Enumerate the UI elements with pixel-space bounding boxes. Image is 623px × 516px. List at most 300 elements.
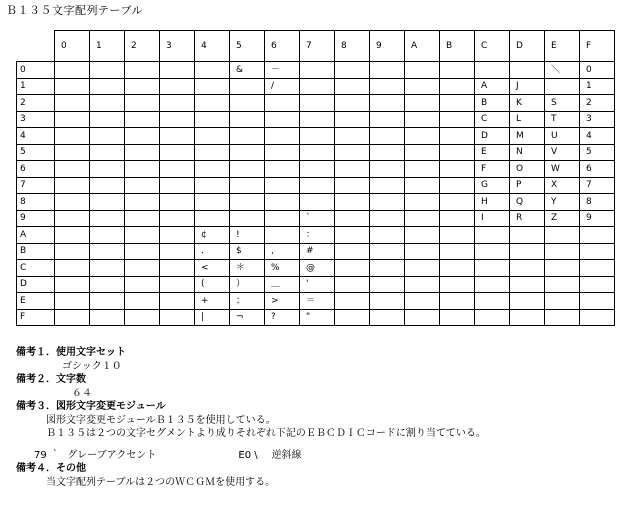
table-cell — [125, 293, 160, 310]
table-cell — [125, 309, 160, 326]
table-row — [17, 144, 615, 161]
table-cell: P — [510, 177, 545, 194]
table-cell: 3 — [580, 111, 615, 128]
table-row — [17, 177, 615, 194]
table-cell — [545, 78, 580, 95]
table-cell — [55, 243, 90, 260]
table-cell — [335, 144, 370, 161]
table-cell: H — [475, 194, 510, 211]
table-row — [17, 194, 615, 211]
table-cell: G — [475, 177, 510, 194]
note-3-body-1: 図形文字変更モジュールＢ１３５を使用している。 — [46, 414, 276, 426]
table-cell — [510, 260, 545, 277]
table-cell: M — [510, 128, 545, 145]
table-cell — [405, 309, 440, 326]
table-row — [17, 161, 615, 178]
table-cell — [90, 293, 125, 310]
table-cell: < — [195, 260, 230, 277]
table-cell — [545, 260, 580, 277]
table-cell — [440, 95, 475, 112]
table-cell: Q — [510, 194, 545, 211]
table-cell — [440, 293, 475, 310]
table-cell: ( — [195, 276, 230, 293]
table-cell — [405, 111, 440, 128]
char-2-code: E0 \ — [238, 449, 258, 461]
table-cell — [125, 210, 160, 227]
segment-assignment-line — [16, 449, 486, 463]
table-cell — [405, 260, 440, 277]
table-cell — [405, 144, 440, 161]
table-cell: F — [475, 161, 510, 178]
row-header: E — [17, 293, 55, 310]
table-cell — [90, 78, 125, 95]
table-cell: R — [510, 210, 545, 227]
table-cell — [55, 62, 90, 79]
table-cell — [440, 144, 475, 161]
table-cell — [405, 128, 440, 145]
table-cell — [55, 161, 90, 178]
table-cell — [370, 111, 405, 128]
table-cell — [335, 111, 370, 128]
char-1-name: グレーブアクセント — [67, 449, 157, 461]
table-cell: 7 — [580, 177, 615, 194]
table-cell — [90, 210, 125, 227]
table-cell — [265, 161, 300, 178]
table-cell — [230, 144, 265, 161]
table-cell — [90, 95, 125, 112]
table-cell: A — [475, 78, 510, 95]
table-cell: Y — [545, 194, 580, 211]
table-row — [17, 293, 615, 310]
table-cell — [370, 260, 405, 277]
table-cell: # — [300, 243, 335, 260]
table-cell — [440, 161, 475, 178]
table-cell: － — [265, 62, 300, 79]
table-cell — [55, 95, 90, 112]
table-cell: 5 — [580, 144, 615, 161]
table-cell — [55, 309, 90, 326]
table-row — [17, 78, 615, 95]
table-cell — [300, 78, 335, 95]
table-cell — [370, 62, 405, 79]
table-cell — [440, 260, 475, 277]
table-cell — [335, 194, 370, 211]
table-cell — [300, 161, 335, 178]
table-cell — [195, 111, 230, 128]
table-cell: ： — [300, 227, 335, 244]
table-cell: U — [545, 128, 580, 145]
table-cell — [160, 194, 195, 211]
table-cell — [405, 227, 440, 244]
note-1-heading: 備考１．使用文字セット — [16, 347, 126, 358]
table-cell — [405, 243, 440, 260]
table-row — [17, 95, 615, 112]
table-cell — [160, 260, 195, 277]
table-cell: ； — [230, 293, 265, 310]
table-cell — [125, 276, 160, 293]
column-header: 1 — [90, 31, 125, 62]
table-cell — [125, 62, 160, 79]
table-cell: J — [510, 78, 545, 95]
table-cell — [405, 194, 440, 211]
table-cell — [90, 128, 125, 145]
table-cell — [405, 62, 440, 79]
column-header: 8 — [335, 31, 370, 62]
table-cell — [370, 210, 405, 227]
table-cell — [195, 177, 230, 194]
table-cell — [370, 95, 405, 112]
column-header: 5 — [230, 31, 265, 62]
row-header: 0 — [17, 62, 55, 79]
table-cell — [125, 128, 160, 145]
table-cell — [55, 194, 90, 211]
column-header: 3 — [160, 31, 195, 62]
table-cell — [370, 276, 405, 293]
table-cell — [55, 276, 90, 293]
table-cell — [580, 227, 615, 244]
table-row — [17, 111, 615, 128]
table-cell — [510, 276, 545, 293]
table-row — [17, 309, 615, 326]
table-cell — [90, 177, 125, 194]
table-cell — [265, 177, 300, 194]
table-row — [17, 276, 615, 293]
table-cell: " — [300, 309, 335, 326]
table-cell: ， — [265, 243, 300, 260]
note-2-heading: 備考２．文字数 — [16, 374, 86, 385]
column-header: E — [545, 31, 580, 62]
table-cell — [545, 243, 580, 260]
table-cell — [510, 62, 545, 79]
table-cell — [335, 276, 370, 293]
table-cell: ' — [300, 276, 335, 293]
table-cell: ¢ — [195, 227, 230, 244]
table-cell: Z — [545, 210, 580, 227]
table-row — [17, 128, 615, 145]
table-cell — [335, 161, 370, 178]
table-cell — [125, 95, 160, 112]
table-cell: 2 — [580, 95, 615, 112]
table-cell — [510, 309, 545, 326]
table-cell — [90, 194, 125, 211]
table-cell: E — [475, 144, 510, 161]
table-cell: ＊ — [230, 260, 265, 277]
table-cell — [440, 276, 475, 293]
table-cell — [580, 243, 615, 260]
column-header: A — [405, 31, 440, 62]
table-cell — [55, 177, 90, 194]
table-cell — [440, 78, 475, 95]
table-cell — [335, 293, 370, 310]
table-cell — [90, 62, 125, 79]
table-cell — [90, 144, 125, 161]
table-cell — [230, 78, 265, 95]
table-cell: $ — [230, 243, 265, 260]
table-cell — [160, 276, 195, 293]
row-header: F — [17, 309, 55, 326]
table-cell — [230, 95, 265, 112]
table-cell: N — [510, 144, 545, 161]
table-cell — [335, 210, 370, 227]
table-cell — [160, 227, 195, 244]
table-cell: I — [475, 210, 510, 227]
note-3-body-2: Ｂ１３５は２つの文字セグメントより成りそれぞれ下記のＥＢＣＤＩＣコードに割り当てている。 — [46, 428, 486, 439]
table-cell — [90, 276, 125, 293]
table-cell — [405, 177, 440, 194]
table-cell: D — [475, 128, 510, 145]
table-cell — [475, 260, 510, 277]
table-cell — [90, 243, 125, 260]
table-cell — [440, 62, 475, 79]
column-header: F — [580, 31, 615, 62]
row-header: 8 — [17, 194, 55, 211]
table-cell: S — [545, 95, 580, 112]
table-cell: 9 — [580, 210, 615, 227]
table-cell — [475, 293, 510, 310]
table-cell: + — [195, 293, 230, 310]
row-header: 6 — [17, 161, 55, 178]
table-row — [17, 210, 615, 227]
table-cell — [265, 128, 300, 145]
table-cell — [125, 177, 160, 194]
table-cell — [90, 309, 125, 326]
table-cell — [545, 227, 580, 244]
table-cell — [160, 95, 195, 112]
table-cell — [55, 293, 90, 310]
table-cell — [440, 128, 475, 145]
table-cell — [300, 177, 335, 194]
note-3-heading: 備考３．図形文字変更モジュール — [16, 401, 166, 412]
table-cell — [370, 293, 405, 310]
table-cell — [545, 309, 580, 326]
table-row — [17, 62, 615, 79]
table-cell — [265, 144, 300, 161]
table-cell: ＝ — [300, 293, 335, 310]
table-cell: ＿ — [265, 276, 300, 293]
column-header-row — [17, 31, 615, 62]
column-header: 6 — [265, 31, 300, 62]
notes-section — [16, 346, 486, 489]
table-cell — [300, 128, 335, 145]
table-cell: ! — [230, 227, 265, 244]
table-cell — [160, 210, 195, 227]
table-cell — [335, 128, 370, 145]
row-header: 1 — [17, 78, 55, 95]
table-cell — [335, 95, 370, 112]
table-cell — [230, 161, 265, 178]
note-4-heading: 備考４．その他 — [16, 463, 86, 474]
table-cell — [405, 210, 440, 227]
table-cell — [125, 260, 160, 277]
row-header: A — [17, 227, 55, 244]
row-header: 5 — [17, 144, 55, 161]
table-cell — [195, 210, 230, 227]
note-4-body: 当文字配列テーブルは２つのＷＣＧＭを使用する。 — [46, 476, 276, 488]
row-header: D — [17, 276, 55, 293]
table-cell — [160, 293, 195, 310]
table-cell: 4 — [580, 128, 615, 145]
table-cell — [265, 194, 300, 211]
table-cell — [405, 276, 440, 293]
row-header: 3 — [17, 111, 55, 128]
table-cell — [335, 309, 370, 326]
column-header: 0 — [55, 31, 90, 62]
table-cell — [405, 293, 440, 310]
table-cell — [160, 243, 195, 260]
table-cell — [335, 243, 370, 260]
table-cell — [230, 194, 265, 211]
table-cell — [230, 128, 265, 145]
table-cell: 8 — [580, 194, 615, 211]
table-cell — [90, 161, 125, 178]
table-cell — [160, 128, 195, 145]
table-cell — [55, 260, 90, 277]
table-row — [17, 260, 615, 277]
table-cell — [440, 227, 475, 244]
row-header: C — [17, 260, 55, 277]
table-cell: @ — [300, 260, 335, 277]
table-cell — [55, 128, 90, 145]
table-cell: 0 — [580, 62, 615, 79]
table-cell — [55, 111, 90, 128]
column-header: C — [475, 31, 510, 62]
table-cell — [265, 111, 300, 128]
table-cell: & — [230, 62, 265, 79]
table-cell — [475, 243, 510, 260]
table-cell: K — [510, 95, 545, 112]
column-header: B — [440, 31, 475, 62]
table-cell — [335, 78, 370, 95]
table-cell — [475, 62, 510, 79]
table-cell — [125, 227, 160, 244]
table-cell — [335, 227, 370, 244]
table-cell — [230, 210, 265, 227]
row-header: B — [17, 243, 55, 260]
table-cell — [405, 161, 440, 178]
column-header: D — [510, 31, 545, 62]
table-cell — [335, 177, 370, 194]
table-cell — [370, 161, 405, 178]
table-cell — [370, 78, 405, 95]
table-cell: ¬ — [230, 309, 265, 326]
table-cell — [125, 161, 160, 178]
table-cell: W — [545, 161, 580, 178]
table-cell: X — [545, 177, 580, 194]
table-row — [17, 227, 615, 244]
table-cell — [545, 293, 580, 310]
table-cell — [580, 293, 615, 310]
table-cell — [195, 128, 230, 145]
table-cell: V — [545, 144, 580, 161]
table-cell — [55, 227, 90, 244]
table-cell — [125, 111, 160, 128]
table-cell — [160, 111, 195, 128]
column-header: 2 — [125, 31, 160, 62]
note-2-body: ６４ — [72, 387, 92, 399]
table-cell — [265, 210, 300, 227]
table-cell — [440, 243, 475, 260]
table-cell: ． — [195, 243, 230, 260]
table-cell: > — [265, 293, 300, 310]
column-header: 9 — [370, 31, 405, 62]
row-header: 7 — [17, 177, 55, 194]
table-cell: 1 — [580, 78, 615, 95]
table-cell — [195, 161, 230, 178]
table-cell — [300, 111, 335, 128]
table-cell — [370, 177, 405, 194]
table-body — [17, 62, 615, 326]
table-cell — [370, 243, 405, 260]
table-cell — [300, 62, 335, 79]
table-cell — [90, 227, 125, 244]
table-cell: % — [265, 260, 300, 277]
table-cell — [335, 62, 370, 79]
table-cell — [300, 95, 335, 112]
table-cell — [510, 227, 545, 244]
table-row — [17, 243, 615, 260]
table-cell: / — [265, 78, 300, 95]
table-cell — [370, 128, 405, 145]
table-cell: ） — [230, 276, 265, 293]
table-cell: C — [475, 111, 510, 128]
table-cell — [300, 144, 335, 161]
table-cell: T — [545, 111, 580, 128]
table-cell — [475, 309, 510, 326]
table-cell: ? — [265, 309, 300, 326]
table-cell — [510, 243, 545, 260]
table-cell — [545, 276, 580, 293]
table-cell — [195, 95, 230, 112]
table-cell: ` — [300, 210, 335, 227]
table-cell — [160, 161, 195, 178]
table-cell — [475, 227, 510, 244]
table-cell — [440, 309, 475, 326]
table-cell: B — [475, 95, 510, 112]
table-cell — [440, 194, 475, 211]
table-corner — [17, 31, 55, 62]
row-header: 4 — [17, 128, 55, 145]
table-cell — [405, 95, 440, 112]
table-cell — [125, 243, 160, 260]
table-cell — [195, 78, 230, 95]
table-cell — [125, 144, 160, 161]
table-cell — [370, 309, 405, 326]
row-header: 2 — [17, 95, 55, 112]
char-2-name: 逆斜線 — [271, 449, 302, 461]
table-cell — [475, 276, 510, 293]
table-cell — [405, 78, 440, 95]
table-cell — [90, 111, 125, 128]
table-cell — [160, 78, 195, 95]
table-cell — [55, 144, 90, 161]
table-cell — [90, 260, 125, 277]
table-cell — [265, 227, 300, 244]
table-cell — [335, 260, 370, 277]
table-cell — [55, 210, 90, 227]
table-cell — [265, 95, 300, 112]
table-cell — [160, 62, 195, 79]
character-table — [16, 30, 615, 326]
table-cell — [370, 227, 405, 244]
table-cell — [125, 78, 160, 95]
table-cell: ＼ — [545, 62, 580, 79]
table-cell — [195, 194, 230, 211]
table-cell — [580, 276, 615, 293]
table-cell — [230, 111, 265, 128]
table-cell — [370, 194, 405, 211]
table-cell — [160, 309, 195, 326]
table-cell — [440, 210, 475, 227]
